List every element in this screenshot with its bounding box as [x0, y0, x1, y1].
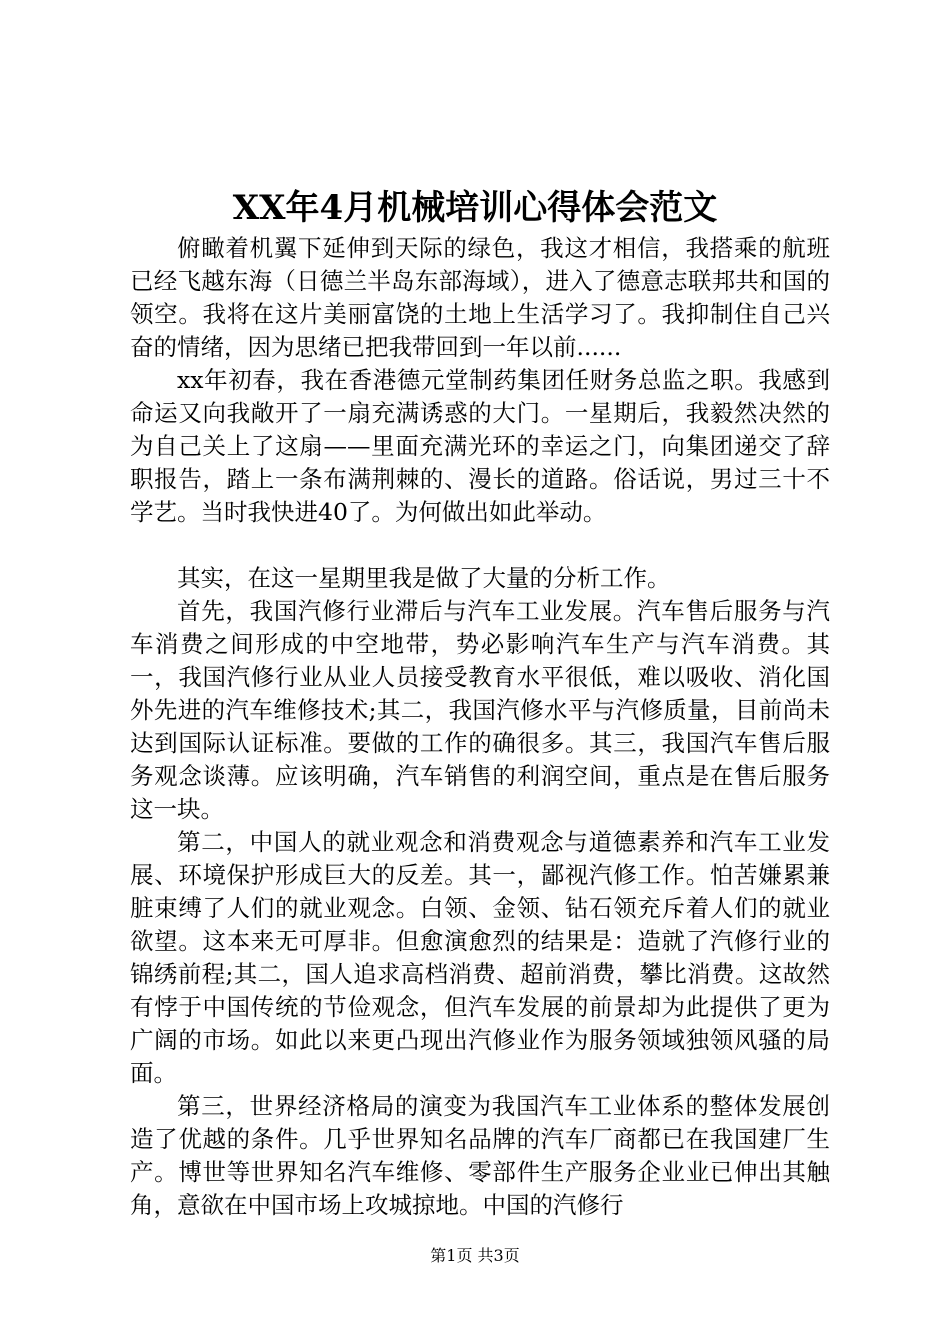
paragraph-3: 其实，在这一星期里我是做了大量的分析工作。	[177, 564, 671, 592]
paragraph-2: xx年初春，我在香港德元堂制药集团任财务总监之职。我感到命运又向我敞开了一扇充满诱惑的大门。一星期后，我毅然决然的为自己关上了这扇——里面充满光环的幸运之门，向集团递交了辞职报告，踏上一条布满荆棘的、漫长的道路。俗话说，男过三十不学艺。当时我快进40了。为何做出如此举动。	[130, 366, 830, 526]
paragraph-1: 俯瞰着机翼下延伸到天际的绿色，我这才相信，我搭乘的航班已经飞越东海（日德兰半岛东部海域），进入了德意志联邦共和国的领空。我将在这片美丽富饶的土地上生活学习了。我抑制住自己兴奋的情绪，因为思绪已把我带回到一年以前......	[130, 234, 830, 361]
document-body	[130, 232, 830, 1222]
document-title: XX年4月机械培训心得体会范文	[232, 188, 718, 228]
page-footer: 第1页 共3页	[430, 1246, 520, 1265]
paragraph-5: 第二，中国人的就业观念和消费观念与道德素养和汽车工业发展、环境保护形成巨大的反差。其一，鄙视汽修工作。怕苦嫌累兼脏束缚了人们的就业观念。白领、金领、钻石领充斥着人们的就业欲望。这本来无可厚非。但愈演愈烈的结果是：造就了汽修行业的锦绣前程;其二，国人追求高档消费、超前消费，攀比消费。这故然有悖于中国传统的节俭观念，但汽车发展的前景却为此提供了更为广阔的市场。如此以来更凸现出汽修业作为服务领域独领风骚的局面。	[130, 828, 830, 1087]
paragraph-6: 第三，世界经济格局的演变为我国汽车工业体系的整体发展创造了优越的条件。几乎世界知名品牌的汽车厂商都已在我国建厂生产。博世等世界知名汽车维修、零部件生产服务企业业已伸出其触角，意欲在中国市场上攻城掠地。中国的汽修行	[130, 1092, 830, 1219]
paragraph-4: 首先，我国汽修行业滞后与汽车工业发展。汽车售后服务与汽车消费之间形成的中空地带，势必影响汽车生产与汽车消费。其一，我国汽修行业从业人员接受教育水平很低，难以吸收、消化国外先进的汽车维修技术;其二，我国汽修水平与汽修质量，目前尚未达到国际认证标准。要做的工作的确很多。其三，我国汽车售后服务观念谈薄。应该明确，汽车销售的利润空间，重点是在售后服务这一块。	[130, 597, 830, 823]
